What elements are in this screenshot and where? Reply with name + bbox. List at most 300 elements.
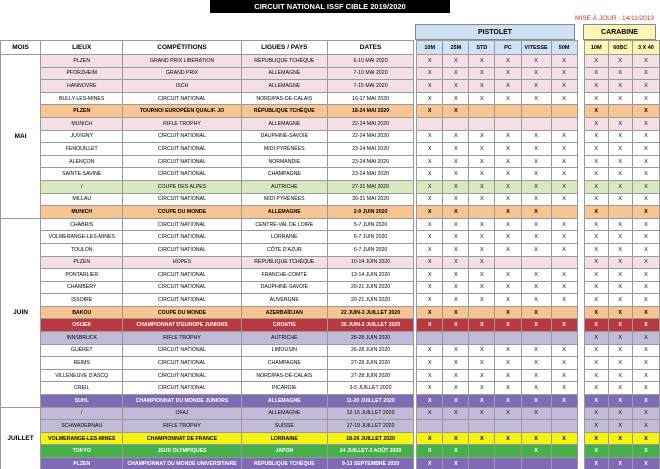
column-gap	[577, 218, 584, 231]
mark-pistolet-vitesse: X	[521, 357, 551, 370]
cell-ligue: MIDI PYRÉNÉES	[241, 143, 327, 156]
cell-competition: ISCH	[123, 80, 241, 93]
cell-ligue: FRANCHE-COMTÉ	[241, 269, 327, 282]
mark-pistolet-10m: X	[417, 92, 443, 105]
mark-pistolet-50m: X	[551, 231, 577, 244]
mark-pistolet-pc: X	[495, 180, 521, 193]
mark-pistolet-10m: X	[417, 155, 443, 168]
mark-carabine-10m: X	[584, 168, 608, 181]
table-row	[1, 332, 660, 345]
mark-pistolet-25m: X	[443, 382, 469, 395]
column-gap	[577, 180, 584, 193]
mark-pistolet-25m	[443, 420, 469, 433]
mark-pistolet-10m: X	[417, 344, 443, 357]
mark-pistolet-25m: X	[443, 143, 469, 156]
cell-lieu: JUVIGNY	[41, 130, 123, 143]
mark-carabine-10m: X	[584, 206, 608, 219]
mark-pistolet-25m: X	[443, 344, 469, 357]
cell-dates: 23-24 MAI 2020	[327, 143, 413, 156]
mark-carabine-10m: X	[584, 180, 608, 193]
mark-pistolet-pc: X	[495, 92, 521, 105]
mark-pistolet-10m: X	[417, 407, 443, 420]
cell-dates: 26-28 JUIN 2020	[327, 332, 413, 345]
mark-pistolet-50m	[551, 420, 577, 433]
table-row	[1, 130, 660, 143]
cell-lieu: TOKYO	[41, 445, 123, 458]
mark-carabine-3x40: X	[632, 92, 659, 105]
cell-ligue: LORRAINE	[241, 432, 327, 445]
mark-carabine-60bc: X	[608, 420, 632, 433]
column-gap	[577, 432, 584, 445]
group-header-pistolet: PISTOLET	[415, 24, 575, 40]
table-row	[1, 206, 660, 219]
mark-carabine-10m: X	[584, 407, 608, 420]
mark-carabine-10m: X	[584, 445, 608, 458]
header-pistolet-25m: 25M	[443, 41, 469, 55]
mark-pistolet-vitesse: X	[521, 193, 551, 206]
mark-pistolet-vitesse: X	[521, 445, 551, 458]
cell-ligue: ALLEMAGNE	[241, 67, 327, 80]
cell-competition: COUPE DU MONDE	[123, 306, 241, 319]
cell-dates: 25 JUIN-2 JUILLET 2020	[327, 319, 413, 332]
mark-carabine-10m: X	[584, 269, 608, 282]
cell-dates: 6-7 JUIN 2020	[327, 231, 413, 244]
mark-pistolet-10m: X	[417, 55, 443, 68]
mark-carabine-60bc: X	[608, 382, 632, 395]
mark-carabine-10m: X	[584, 67, 608, 80]
mark-carabine-10m: X	[584, 332, 608, 345]
mark-pistolet-10m: X	[417, 218, 443, 231]
mark-pistolet-25m: X	[443, 369, 469, 382]
cell-ligue: RÉPUBLIQUE TCHÈQUE	[241, 105, 327, 118]
mark-carabine-10m: X	[584, 117, 608, 130]
cell-dates: 26-28 JUIN 2020	[327, 344, 413, 357]
mark-carabine-3x40: X	[632, 332, 659, 345]
mark-pistolet-pc: X	[495, 344, 521, 357]
mark-pistolet-25m: X	[443, 168, 469, 181]
cell-competition: CHAMPIONNAT DE FRANCE	[123, 432, 241, 445]
mark-pistolet-vitesse: X	[521, 294, 551, 307]
mark-pistolet-std: X	[469, 55, 495, 68]
mark-pistolet-10m: X	[417, 319, 443, 332]
cell-lieu: TOULON	[41, 243, 123, 256]
table-row	[1, 218, 660, 231]
mark-pistolet-std: X	[469, 319, 495, 332]
table-row	[1, 243, 660, 256]
cell-lieu: OSIJEK	[41, 319, 123, 332]
cell-lieu: PLZEN	[41, 256, 123, 269]
cell-lieu: GUÉRET	[41, 344, 123, 357]
mark-carabine-3x40: X	[632, 243, 659, 256]
mark-pistolet-50m: X	[551, 294, 577, 307]
table-row	[1, 306, 660, 319]
mark-carabine-60bc: X	[608, 407, 632, 420]
mark-pistolet-50m: X	[551, 269, 577, 282]
mark-carabine-60bc: X	[608, 395, 632, 408]
table-row	[1, 193, 660, 206]
mark-carabine-10m: X	[584, 357, 608, 370]
mark-pistolet-25m: X	[443, 294, 469, 307]
mark-pistolet-25m: X	[443, 306, 469, 319]
cell-ligue: CHAMPAGNE	[241, 357, 327, 370]
mark-pistolet-25m: X	[443, 319, 469, 332]
cell-ligue: LORRAINE	[241, 231, 327, 244]
mark-pistolet-25m	[443, 117, 469, 130]
mark-carabine-60bc	[608, 445, 632, 458]
mark-carabine-60bc: X	[608, 256, 632, 269]
mark-pistolet-pc: X	[495, 382, 521, 395]
cell-lieu: PLZEN	[41, 105, 123, 118]
cell-ligue: NORD/PAS-DE-CALAIS	[241, 369, 327, 382]
column-gap	[577, 206, 584, 219]
mark-pistolet-std: X	[469, 193, 495, 206]
column-gap	[577, 256, 584, 269]
column-gap	[577, 306, 584, 319]
table-row	[1, 369, 660, 382]
mark-pistolet-10m: X	[417, 306, 443, 319]
mark-pistolet-10m: X	[417, 231, 443, 244]
mark-pistolet-vitesse: X	[521, 206, 551, 219]
column-gap	[577, 458, 584, 469]
mark-pistolet-10m: X	[417, 256, 443, 269]
mark-pistolet-pc: X	[495, 143, 521, 156]
mark-pistolet-pc: X	[495, 168, 521, 181]
cell-ligue: ALLEMAGNE	[241, 206, 327, 219]
mark-pistolet-vitesse: X	[521, 67, 551, 80]
cell-dates: 27-28 JUIN 2020	[327, 357, 413, 370]
mark-carabine-3x40: X	[632, 180, 659, 193]
mark-pistolet-pc	[495, 445, 521, 458]
column-gap	[577, 231, 584, 244]
page-title: CIRCUIT NATIONAL ISSF CIBLE 2019/2020	[210, 0, 450, 13]
mark-carabine-10m: X	[584, 92, 608, 105]
column-gap	[577, 143, 584, 156]
mark-pistolet-vitesse: X	[521, 369, 551, 382]
mark-carabine-60bc: X	[608, 269, 632, 282]
mark-carabine-10m: X	[584, 369, 608, 382]
mark-carabine-10m: X	[584, 130, 608, 143]
mark-carabine-60bc: X	[608, 180, 632, 193]
mark-pistolet-pc	[495, 332, 521, 345]
mark-pistolet-std: X	[469, 395, 495, 408]
mark-pistolet-25m: X	[443, 193, 469, 206]
column-gap	[577, 407, 584, 420]
mark-pistolet-10m: X	[417, 130, 443, 143]
column-gap	[577, 382, 584, 395]
cell-lieu: INNSBRUCK	[41, 332, 123, 345]
mark-pistolet-vitesse: X	[521, 395, 551, 408]
mark-carabine-10m: X	[584, 55, 608, 68]
table-row	[1, 269, 660, 282]
mark-pistolet-50m: X	[551, 155, 577, 168]
mark-pistolet-vitesse	[521, 420, 551, 433]
mark-pistolet-std: X	[469, 407, 495, 420]
mark-carabine-60bc: X	[608, 231, 632, 244]
cell-competition: CIRCUIT NATIONAL	[123, 344, 241, 357]
cell-lieu: MUNICH	[41, 206, 123, 219]
mark-pistolet-std: X	[469, 269, 495, 282]
mark-carabine-3x40: X	[632, 420, 659, 433]
mark-pistolet-50m: X	[551, 55, 577, 68]
mark-carabine-10m: X	[584, 243, 608, 256]
mark-carabine-60bc: X	[608, 67, 632, 80]
header-pistolet-std: STD	[469, 41, 495, 55]
cell-competition: CIRCUIT NATIONAL	[123, 143, 241, 156]
mark-pistolet-25m: X	[443, 55, 469, 68]
mark-pistolet-pc: X	[495, 395, 521, 408]
cell-ligue: CROATIE	[241, 319, 327, 332]
mark-pistolet-vitesse: X	[521, 269, 551, 282]
mark-pistolet-vitesse: X	[521, 80, 551, 93]
mark-pistolet-vitesse	[521, 256, 551, 269]
cell-ligue: NORMANDIE	[241, 155, 327, 168]
mark-carabine-10m: X	[584, 319, 608, 332]
mark-carabine-60bc: X	[608, 92, 632, 105]
cell-dates: 30-31 MAI 2020	[327, 193, 413, 206]
cell-competition: GRAND PRIX	[123, 67, 241, 80]
cell-dates: 17-19 JUILLET 2020	[327, 420, 413, 433]
mark-pistolet-50m	[551, 105, 577, 118]
cell-ligue: RÉPUBLIQUE TCHÈQUE	[241, 458, 327, 469]
mark-pistolet-vitesse: X	[521, 319, 551, 332]
mark-pistolet-25m: X	[443, 458, 469, 469]
column-gap	[577, 445, 584, 458]
column-gap	[577, 193, 584, 206]
mark-pistolet-std: X	[469, 369, 495, 382]
cell-competition: CHAMPIONNAT DU MONDE UNIVERSITAIRE	[123, 458, 241, 469]
column-gap	[577, 344, 584, 357]
mark-carabine-10m: X	[584, 420, 608, 433]
mark-pistolet-10m: X	[417, 369, 443, 382]
mark-pistolet-50m: X	[551, 319, 577, 332]
mark-carabine-10m: X	[584, 382, 608, 395]
mark-pistolet-pc: X	[495, 369, 521, 382]
mark-pistolet-pc: X	[495, 206, 521, 219]
mark-pistolet-vitesse: X	[521, 130, 551, 143]
mark-carabine-3x40: X	[632, 206, 659, 219]
mark-pistolet-std: X	[469, 231, 495, 244]
mark-pistolet-25m: X	[443, 357, 469, 370]
update-note: MISE À JOUR : 14/11/2019	[575, 15, 654, 22]
mark-pistolet-25m: X	[443, 80, 469, 93]
cell-lieu: PFORZHEIM	[41, 67, 123, 80]
cell-dates: 6-10 MAI 2020	[327, 55, 413, 68]
cell-competition: CIRCUIT NATIONAL	[123, 369, 241, 382]
mark-pistolet-25m: X	[443, 206, 469, 219]
mark-pistolet-std: X	[469, 130, 495, 143]
table-row	[1, 344, 660, 357]
cell-dates: 27-28 JUIN 2020	[327, 369, 413, 382]
mark-pistolet-25m	[443, 332, 469, 345]
mark-carabine-60bc: X	[608, 168, 632, 181]
mark-carabine-60bc: X	[608, 344, 632, 357]
mark-pistolet-25m: X	[443, 155, 469, 168]
cell-ligue: MIDI PYRÉNÉES	[241, 193, 327, 206]
mark-pistolet-vitesse	[521, 458, 551, 469]
cell-dates: 11-20 JUILLET 2020	[327, 395, 413, 408]
cell-ligue: RÉPUBLIQUE TCHÈQUE	[241, 55, 327, 68]
mark-pistolet-10m: X	[417, 281, 443, 294]
cell-dates: 22 JUIN-3 JUILLET 2020	[327, 306, 413, 319]
cell-competition: GRAND PRIX LIBÉRATION	[123, 55, 241, 68]
mark-pistolet-10m: X	[417, 193, 443, 206]
cell-dates: 5-7 JUIN 2020	[327, 218, 413, 231]
cell-lieu: FENOUILLET	[41, 143, 123, 156]
mark-pistolet-vitesse	[521, 117, 551, 130]
cell-competition: COUPE DU MONDE	[123, 206, 241, 219]
mark-carabine-60bc: X	[608, 143, 632, 156]
mark-carabine-3x40: X	[632, 269, 659, 282]
mark-carabine-60bc: X	[608, 458, 632, 469]
mark-pistolet-25m: X	[443, 105, 469, 118]
mark-carabine-60bc: X	[608, 117, 632, 130]
table-row	[1, 168, 660, 181]
mark-carabine-60bc: X	[608, 243, 632, 256]
mark-pistolet-vitesse	[521, 105, 551, 118]
cell-ligue: LIMOUSIN	[241, 344, 327, 357]
mark-carabine-10m: X	[584, 256, 608, 269]
mark-pistolet-10m: X	[417, 357, 443, 370]
mark-carabine-3x40: X	[632, 319, 659, 332]
cell-ligue: AUVERGNE	[241, 294, 327, 307]
mark-pistolet-25m: X	[443, 407, 469, 420]
table-row	[1, 357, 660, 370]
cell-competition: CIRCUIT NATIONAL	[123, 243, 241, 256]
column-gap	[577, 357, 584, 370]
mark-pistolet-25m: X	[443, 243, 469, 256]
column-gap	[577, 41, 584, 55]
cell-competition: CIRCUIT NATIONAL	[123, 294, 241, 307]
mark-carabine-10m: X	[584, 105, 608, 118]
mark-pistolet-25m: X	[443, 92, 469, 105]
mark-pistolet-10m: X	[417, 168, 443, 181]
mark-pistolet-vitesse: X	[521, 432, 551, 445]
mark-pistolet-pc	[495, 420, 521, 433]
table-row	[1, 256, 660, 269]
header-pistolet-pc: PC	[495, 41, 521, 55]
cell-lieu: BULLY-LES-MINES	[41, 92, 123, 105]
cell-ligue: ALLEMAGNE	[241, 395, 327, 408]
cell-lieu: REIMS	[41, 357, 123, 370]
column-gap	[577, 369, 584, 382]
table-row	[1, 432, 660, 445]
mark-carabine-10m: X	[584, 432, 608, 445]
cell-competition: CIRCUIT NATIONAL	[123, 168, 241, 181]
column-gap	[577, 117, 584, 130]
mark-pistolet-10m: X	[417, 143, 443, 156]
mark-pistolet-pc	[495, 256, 521, 269]
mark-pistolet-10m: X	[417, 382, 443, 395]
mark-carabine-3x40: X	[632, 407, 659, 420]
cell-ligue: DAUPHINÉ-SAVOIE	[241, 281, 327, 294]
table-row	[1, 80, 660, 93]
header-ligues: LIGUES / PAYS	[241, 41, 327, 55]
mark-carabine-3x40: X	[632, 294, 659, 307]
mark-pistolet-50m: X	[551, 80, 577, 93]
mark-carabine-3x40: X	[632, 445, 659, 458]
header-row	[1, 41, 660, 55]
table-row	[1, 420, 660, 433]
mark-carabine-60bc: X	[608, 155, 632, 168]
mark-carabine-3x40: X	[632, 344, 659, 357]
mark-pistolet-pc: X	[495, 306, 521, 319]
cell-dates: 13-14 JUIN 2020	[327, 269, 413, 282]
cell-dates: 23-24 MAI 2020	[327, 155, 413, 168]
mark-pistolet-pc: X	[495, 130, 521, 143]
mark-carabine-3x40: X	[632, 306, 659, 319]
cell-ligue: PICARDIE	[241, 382, 327, 395]
cell-dates: 20-21 JUIN 2020	[327, 294, 413, 307]
mark-pistolet-50m	[551, 206, 577, 219]
cell-competition: RIFLE TROPHY	[123, 332, 241, 345]
cell-competition: CIRCUIT NATIONAL	[123, 193, 241, 206]
header-mois: MOIS	[1, 41, 41, 55]
table-row	[1, 67, 660, 80]
mark-carabine-3x40: X	[632, 55, 659, 68]
mark-carabine-3x40: X	[632, 231, 659, 244]
table-row	[1, 92, 660, 105]
mark-pistolet-pc	[495, 458, 521, 469]
mark-carabine-10m: X	[584, 458, 608, 469]
mark-pistolet-10m: X	[417, 294, 443, 307]
cell-dates: 6-7 JUIN 2020	[327, 243, 413, 256]
cell-ligue: CÔTE D'AZUR	[241, 243, 327, 256]
mark-carabine-60bc: X	[608, 193, 632, 206]
header-carabine-3x40: 3 X 40	[632, 41, 659, 55]
cell-dates: 18-26 JUILLET 2020	[327, 432, 413, 445]
cell-ligue: AUTRICHE	[241, 332, 327, 345]
mark-pistolet-std: X	[469, 382, 495, 395]
cell-ligue: NORD/PAS-DE-CALAIS	[241, 92, 327, 105]
mark-pistolet-10m: X	[417, 80, 443, 93]
calendar-body	[1, 55, 660, 469]
mark-pistolet-10m: X	[417, 445, 443, 458]
header-pistolet-vitesse: VITESSE	[521, 41, 551, 55]
mark-pistolet-pc: X	[495, 243, 521, 256]
mark-pistolet-10m: X	[417, 432, 443, 445]
cell-dates: 7-10 MAI 2020	[327, 67, 413, 80]
table-row	[1, 231, 660, 244]
mark-pistolet-vitesse: X	[521, 306, 551, 319]
cell-competition: CIRCUIT NATIONAL	[123, 130, 241, 143]
cell-ligue: ALLEMAGNE	[241, 117, 327, 130]
mark-pistolet-vitesse: X	[521, 382, 551, 395]
cell-lieu: BAKOU	[41, 306, 123, 319]
mark-pistolet-pc: X	[495, 67, 521, 80]
mark-pistolet-vitesse: X	[521, 407, 551, 420]
cell-lieu: VOLMERANGE-LES-MINES	[41, 231, 123, 244]
table-row	[1, 143, 660, 156]
mark-pistolet-std: X	[469, 218, 495, 231]
cell-ligue: CHAMPAGNE	[241, 168, 327, 181]
mark-pistolet-10m: X	[417, 269, 443, 282]
cell-lieu: MUNICH	[41, 117, 123, 130]
cell-ligue: AUTRICHE	[241, 180, 327, 193]
cell-lieu: /	[41, 180, 123, 193]
cell-dates: 22-24 MAI 2020	[327, 117, 413, 130]
column-gap	[577, 332, 584, 345]
column-gap	[577, 243, 584, 256]
mark-pistolet-50m: X	[551, 92, 577, 105]
cell-competition: CIRCUIT NATIONAL	[123, 155, 241, 168]
mark-pistolet-50m: X	[551, 143, 577, 156]
table-row	[1, 294, 660, 307]
mark-carabine-3x40: X	[632, 117, 659, 130]
header-carabine-60bc: 60BC	[608, 41, 632, 55]
column-gap	[577, 269, 584, 282]
column-gap	[577, 420, 584, 433]
mark-pistolet-std: X	[469, 256, 495, 269]
